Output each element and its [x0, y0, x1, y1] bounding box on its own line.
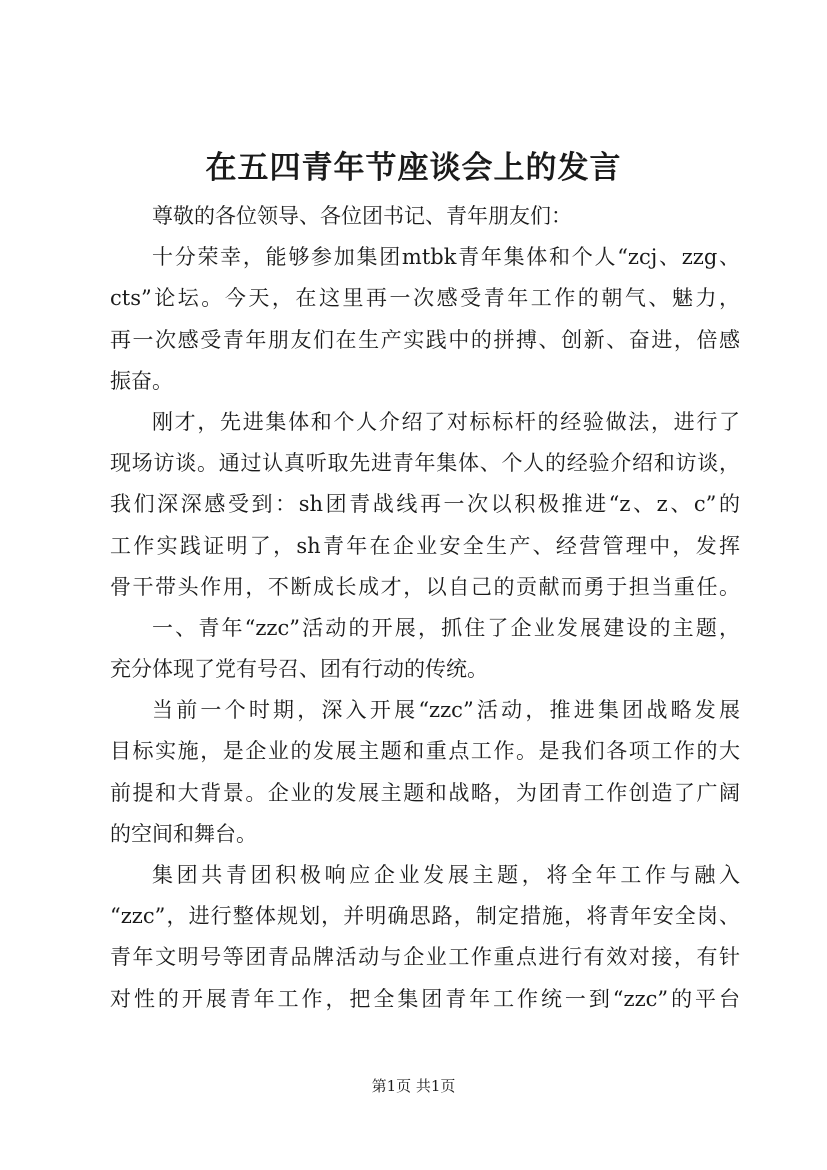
paragraph-line: 骨干带头作用，不断成长成才，以自己的贡献而勇于担当重任。: [110, 574, 740, 599]
salutation-line: 尊敬的各位领导、各位团书记、青年朋友们：: [152, 204, 572, 228]
page-title: 在五四青年节座谈会上的发言: [205, 150, 622, 186]
paragraph-line: 的空间和舞台。: [110, 821, 257, 846]
document-body: [110, 196, 740, 1020]
paragraph-line: 集团共青团积极响应企业发展主题，将全年工作与融入: [152, 863, 740, 887]
paragraph-line: cts”论坛。今天，在这里再一次感受青年工作的朝气、魅力，: [110, 286, 740, 311]
page-footer: 第1页 共1页: [371, 1077, 456, 1095]
paragraph-line: 我们深深感受到：sh团青战线再一次以积极推进“z、z、c”的: [110, 492, 740, 517]
paragraph-line: 振奋。: [110, 368, 173, 393]
paragraph-line: 对性的开展青年工作，把全集团青年工作统一到“zzc”的平台: [110, 986, 740, 1011]
paragraph-line: 刚才，先进集体和个人介绍了对标标杆的经验做法，进行了: [152, 409, 740, 434]
paragraph-line: 十分荣幸，能够参加集团mtbk青年集体和个人“zcj、zzg、: [152, 245, 740, 270]
paragraph-line: 现场访谈。通过认真听取先进青年集体、个人的经验介绍和访谈，: [110, 451, 740, 476]
section-heading-line: 一、青年“zzc”活动的开展，抓住了企业发展建设的主题，: [152, 615, 740, 640]
paragraph-line: 再一次感受青年朋友们在生产实践中的拼搏、创新、奋进，倍感: [110, 327, 740, 352]
section-heading-line: 充分体现了党有号召、团有行动的传统。: [110, 657, 488, 682]
paragraph-line: 前提和大背景。企业的发展主题和战略，为团青工作创造了广阔: [110, 780, 740, 805]
paragraph-line: 青年文明号等团青品牌活动与企业工作重点进行有效对接，有针: [110, 945, 740, 970]
paragraph-line: 当前一个时期，深入开展“zzc”活动，推进集团战略发展: [152, 698, 740, 723]
paragraph-line: 目标实施，是企业的发展主题和重点工作。是我们各项工作的大: [110, 739, 740, 764]
paragraph-line: “zzc”，进行整体规划，并明确思路，制定措施，将青年安全岗、: [110, 904, 740, 929]
paragraph-line: 工作实践证明了，sh青年在企业安全生产、经营管理中，发挥: [110, 533, 740, 558]
